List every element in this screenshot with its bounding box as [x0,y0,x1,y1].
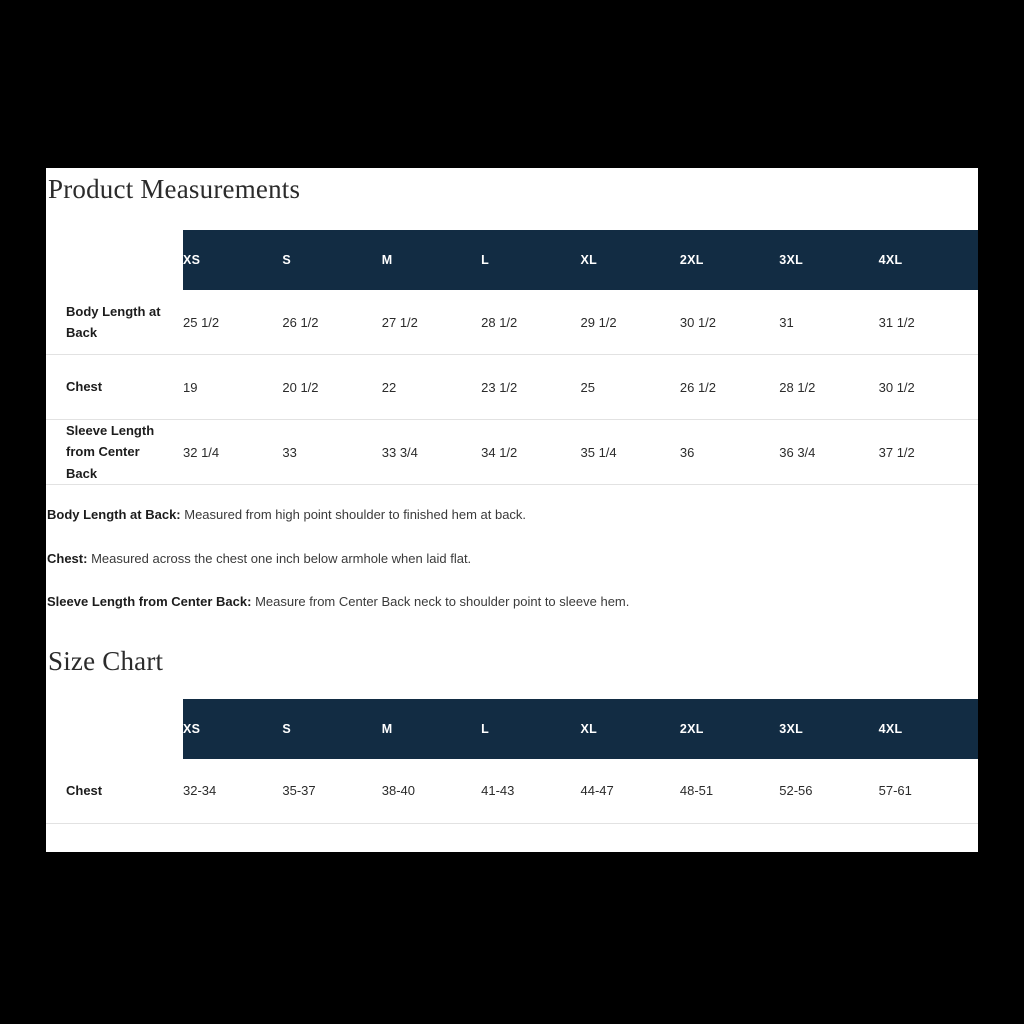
size-column-header-2xl: 2XL [680,699,779,759]
cell-chest-xs: 19 [183,355,282,420]
size-cell-chest-xl: 44-47 [581,759,680,824]
row-label-chest: Chest [46,355,183,420]
page-title: Product Measurements [48,174,301,204]
size-row-label-chest: Chest [46,759,183,824]
column-header-2xl: 2XL [680,230,779,290]
cell-body-length-s: 26 1/2 [282,290,381,355]
product-measurements-body [46,290,978,485]
cell-body-length-3xl: 31 [779,290,878,355]
note-chest [47,549,978,569]
product-measurements-table [46,230,978,485]
cell-body-length-xs: 25 1/2 [183,290,282,355]
size-cell-chest-xs: 32-34 [183,759,282,824]
cell-chest-xl: 25 [581,355,680,420]
size-cell-chest-4xl: 57-61 [879,759,978,824]
cell-sleeve-3xl: 36 3/4 [779,420,878,485]
size-column-header-l: L [481,699,580,759]
size-cell-chest-2xl: 48-51 [680,759,779,824]
cell-body-length-4xl: 31 1/2 [879,290,978,355]
cell-chest-m: 22 [382,355,481,420]
cell-sleeve-l: 34 1/2 [481,420,580,485]
product-measurements-header [46,230,978,290]
section-spacer [46,612,978,646]
size-chart-body [46,759,978,824]
table-row [46,290,978,355]
note-text-body-length: Measured from high point shoulder to finished hem at back. [180,507,527,523]
note-term-body-length: Body Length at Back: [47,507,181,523]
note-body-length [47,505,978,525]
cell-sleeve-xl: 35 1/4 [581,420,680,485]
size-column-header-xs: XS [183,699,282,759]
column-header-l: L [481,230,580,290]
note-term-sleeve-length: Sleeve Length from Center Back: [47,594,252,610]
table-row [46,355,978,420]
cell-body-length-xl: 29 1/2 [581,290,680,355]
size-guide-document [46,168,978,852]
column-header-blank [46,230,183,290]
column-header-m: M [382,230,481,290]
cell-chest-s: 20 1/2 [282,355,381,420]
size-chart-header [46,699,978,759]
cell-sleeve-4xl: 37 1/2 [879,420,978,485]
measurement-notes [46,505,978,612]
cell-sleeve-s: 33 [282,420,381,485]
table-header-row [46,699,978,759]
cell-chest-4xl: 30 1/2 [879,355,978,420]
note-text-sleeve-length: Measure from Center Back neck to shoulder point to sleeve hem. [251,594,630,610]
table-row [46,759,978,824]
size-cell-chest-s: 35-37 [282,759,381,824]
size-column-header-m: M [382,699,481,759]
cell-body-length-l: 28 1/2 [481,290,580,355]
column-header-xs: XS [183,230,282,290]
cell-sleeve-xs: 32 1/4 [183,420,282,485]
cell-sleeve-2xl: 36 [680,420,779,485]
cell-body-length-m: 27 1/2 [382,290,481,355]
row-label-sleeve-length: Sleeve Length from Center Back [46,420,183,485]
size-chart-title: Size Chart [48,645,164,676]
cell-sleeve-m: 33 3/4 [382,420,481,485]
size-column-header-xl: XL [581,699,680,759]
cell-body-length-2xl: 30 1/2 [680,290,779,355]
row-label-body-length: Body Length at Back [46,290,183,355]
note-term-chest: Chest: [47,550,88,566]
column-header-4xl: 4XL [879,230,978,290]
table-header-row [46,230,978,290]
size-cell-chest-3xl: 52-56 [779,759,878,824]
column-header-s: S [282,230,381,290]
size-cell-chest-m: 38-40 [382,759,481,824]
column-header-3xl: 3XL [779,230,878,290]
cell-chest-2xl: 26 1/2 [680,355,779,420]
table-row [46,420,978,485]
cell-chest-l: 23 1/2 [481,355,580,420]
size-column-header-blank [46,699,183,759]
column-header-xl: XL [581,230,680,290]
note-sleeve-length [47,592,978,612]
size-column-header-s: S [282,699,381,759]
cell-chest-3xl: 28 1/2 [779,355,878,420]
note-text-chest: Measured across the chest one inch below armhole when laid flat. [87,550,472,566]
size-column-header-4xl: 4XL [879,699,978,759]
size-chart-table [46,699,978,824]
size-cell-chest-l: 41-43 [481,759,580,824]
size-column-header-3xl: 3XL [779,699,878,759]
